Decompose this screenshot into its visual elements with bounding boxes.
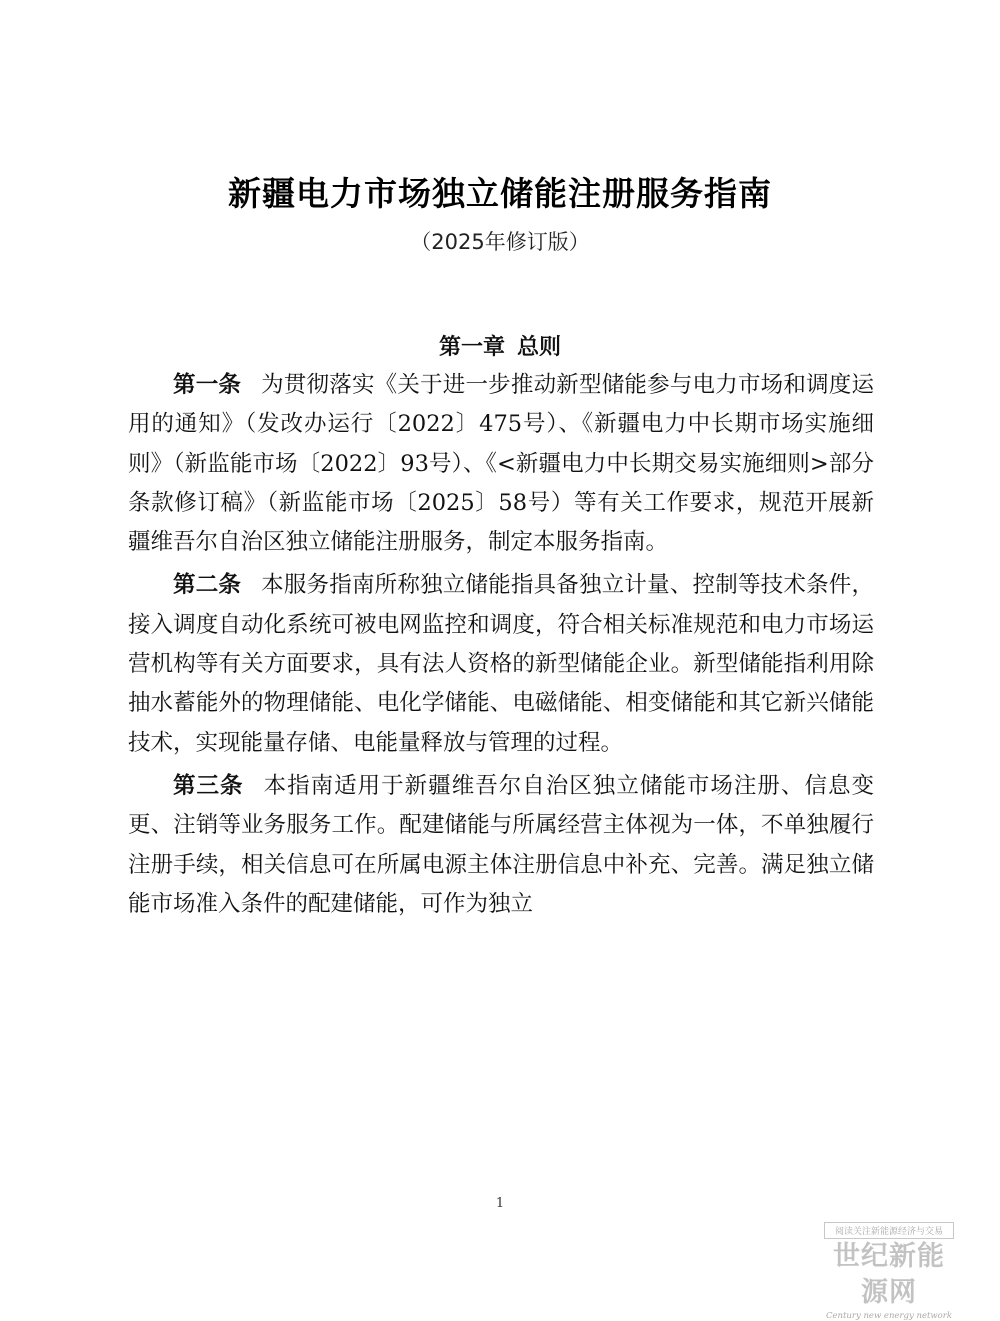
document-body [128, 366, 874, 928]
article-label: 第一条 [173, 372, 242, 398]
article-label: 第三条 [173, 772, 244, 799]
chapter-name: 总则 [517, 335, 562, 360]
article-3 [128, 767, 874, 924]
chapter-heading [0, 330, 1000, 361]
watermark-tagline: 阅读关注新能源经济与交易 [824, 1222, 954, 1239]
watermark-english: Century new energy network [825, 1311, 953, 1321]
article-label: 第二条 [173, 572, 242, 599]
watermark-brand: 世纪新能源网 [833, 1241, 945, 1308]
article-2 [128, 566, 874, 762]
document-title: 新疆电力市场独立储能注册服务指南 [228, 174, 772, 213]
page-number: 1 [495, 1196, 505, 1211]
article-text: 本服务指南所称独立储能指具备独立计量、控制等技术条件，接入调度自动化系统可被电网监控和调度，符合相关标准规范和电力市场运营机构等有关方面要求，具有法人资格的新型储能企业。新型储能指利用除抽水蓄能外的物理储能、电化学储能、电磁储能、相变储能和其它新兴储能技术，实现能量存储、电能量释放与管理的过程。 [128, 572, 874, 756]
article-1 [128, 366, 874, 562]
article-text: 为贯彻落实《关于进一步推动新型储能参与电力市场和调度运用的通知》（发改办运行〔2022〕475号）、《新疆电力中长期市场实施细则》（新监能市场〔2022〕93号）、《<新疆电力中长期交易实施细则>部分条款修订稿》（新监能市场〔2025〕58号）等有关工作要求，规范开展新疆维吾尔自治区独立储能注册服务，制定本服务指南。 [128, 372, 874, 556]
document-subtitle: （2025年修订版） [410, 230, 590, 254]
watermark-logo [820, 1222, 958, 1321]
article-text: 本指南适用于新疆维吾尔自治区独立储能市场注册、信息变更、注销等业务服务工作。配建储能与所属经营主体视为一体，不单独履行注册手续，相关信息可在所属电源主体注册信息中补充、完善。满足独立储能市场准入条件的配建储能，可作为独立 [128, 772, 874, 917]
chapter-number: 第一章 [438, 335, 505, 360]
